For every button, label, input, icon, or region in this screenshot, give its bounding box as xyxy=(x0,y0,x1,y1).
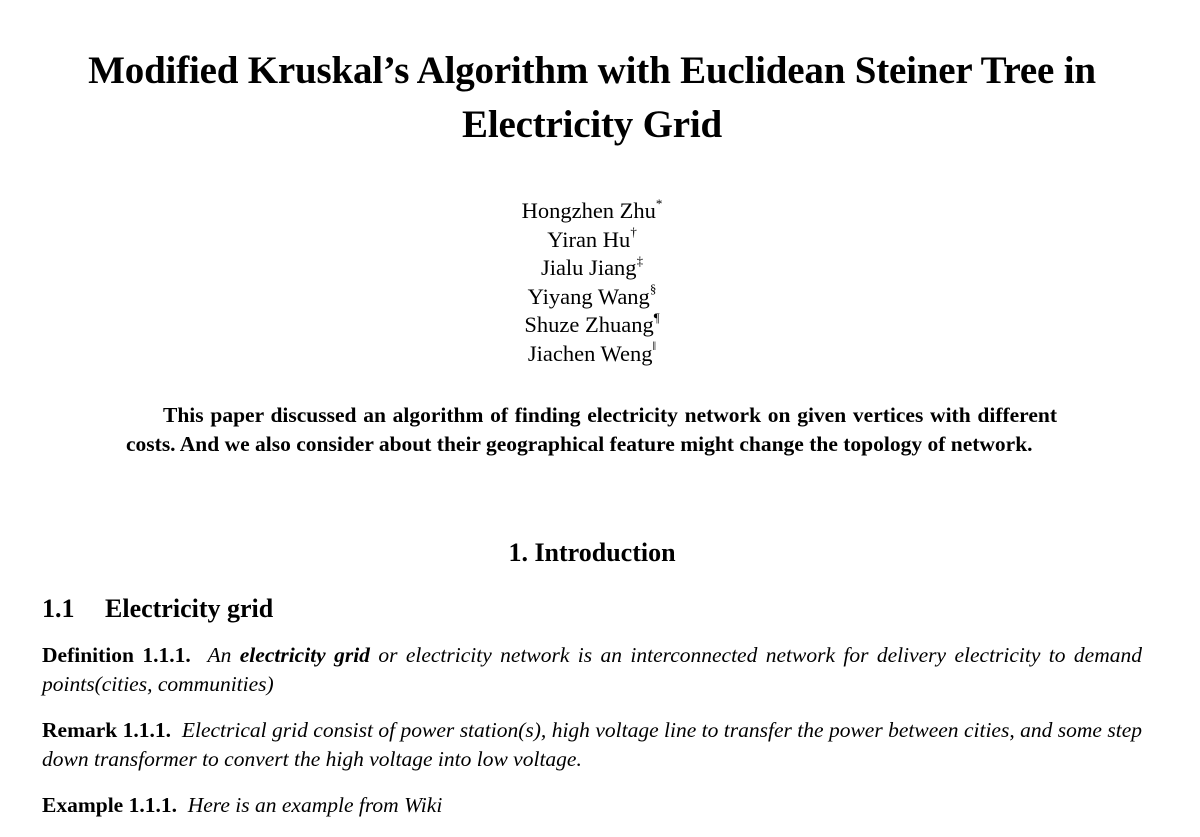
author-name: Yiyang Wang xyxy=(527,283,650,309)
definition-label: Definition 1.1.1. xyxy=(42,643,191,667)
paper-title: Modified Kruskal’s Algorithm with Euclidean Steiner Tree in Electricity Grid xyxy=(88,49,1096,146)
abstract: This paper discussed an algorithm of finding electricity network on given vertices with different costs. And we also consider about their geographical feature might change the topology of network. xyxy=(126,403,1057,456)
author-name: Yiran Hu xyxy=(547,226,631,252)
author-footnote-mark[interactable]: ‖ xyxy=(652,338,657,353)
author-name: Jialu Jiang xyxy=(540,255,637,280)
author-footnote-mark[interactable]: ‡ xyxy=(636,252,644,268)
definition-text-after: or electricity network is an interconnected network for delivery electricity to demand points(cities, communities) xyxy=(42,643,1142,696)
author-item xyxy=(0,226,1184,255)
author-item xyxy=(0,340,1184,369)
author-item xyxy=(0,197,1184,226)
example-label: Example 1.1.1. xyxy=(42,793,177,817)
remark-block xyxy=(42,716,1142,773)
subsection-number: 1.1 xyxy=(42,594,75,623)
subsection-heading xyxy=(42,593,273,625)
section-title: Introduction xyxy=(534,538,676,567)
remark-text: Electrical grid consist of power station(s), high voltage line to transfer the power between cities, and some step down transformer to convert the high voltage into low voltage. xyxy=(42,718,1143,771)
author-list xyxy=(0,197,1184,368)
author-item xyxy=(0,283,1184,312)
author-name: Jiachen Weng xyxy=(527,340,653,366)
author-item xyxy=(0,311,1184,340)
definition-block xyxy=(42,641,1142,698)
author-footnote-mark[interactable]: § xyxy=(649,281,657,296)
remark-label: Remark 1.1.1. xyxy=(42,718,172,742)
definition-term: electricity grid xyxy=(239,643,370,667)
author-footnote-mark[interactable]: * xyxy=(655,195,663,211)
author-name: Shuze Zhuang xyxy=(524,312,654,337)
author-footnote-mark[interactable]: ¶ xyxy=(653,309,660,325)
section-number: 1. xyxy=(508,538,528,567)
section-heading xyxy=(0,537,1184,569)
example-block xyxy=(42,791,1142,820)
example-text: Here is an example from Wiki xyxy=(187,793,443,817)
definition-text-before: An xyxy=(207,643,240,667)
author-item xyxy=(0,254,1184,283)
subsection-title: Electricity grid xyxy=(105,594,274,623)
author-footnote-mark[interactable]: † xyxy=(630,224,637,239)
author-name: Hongzhen Zhu xyxy=(521,198,656,223)
